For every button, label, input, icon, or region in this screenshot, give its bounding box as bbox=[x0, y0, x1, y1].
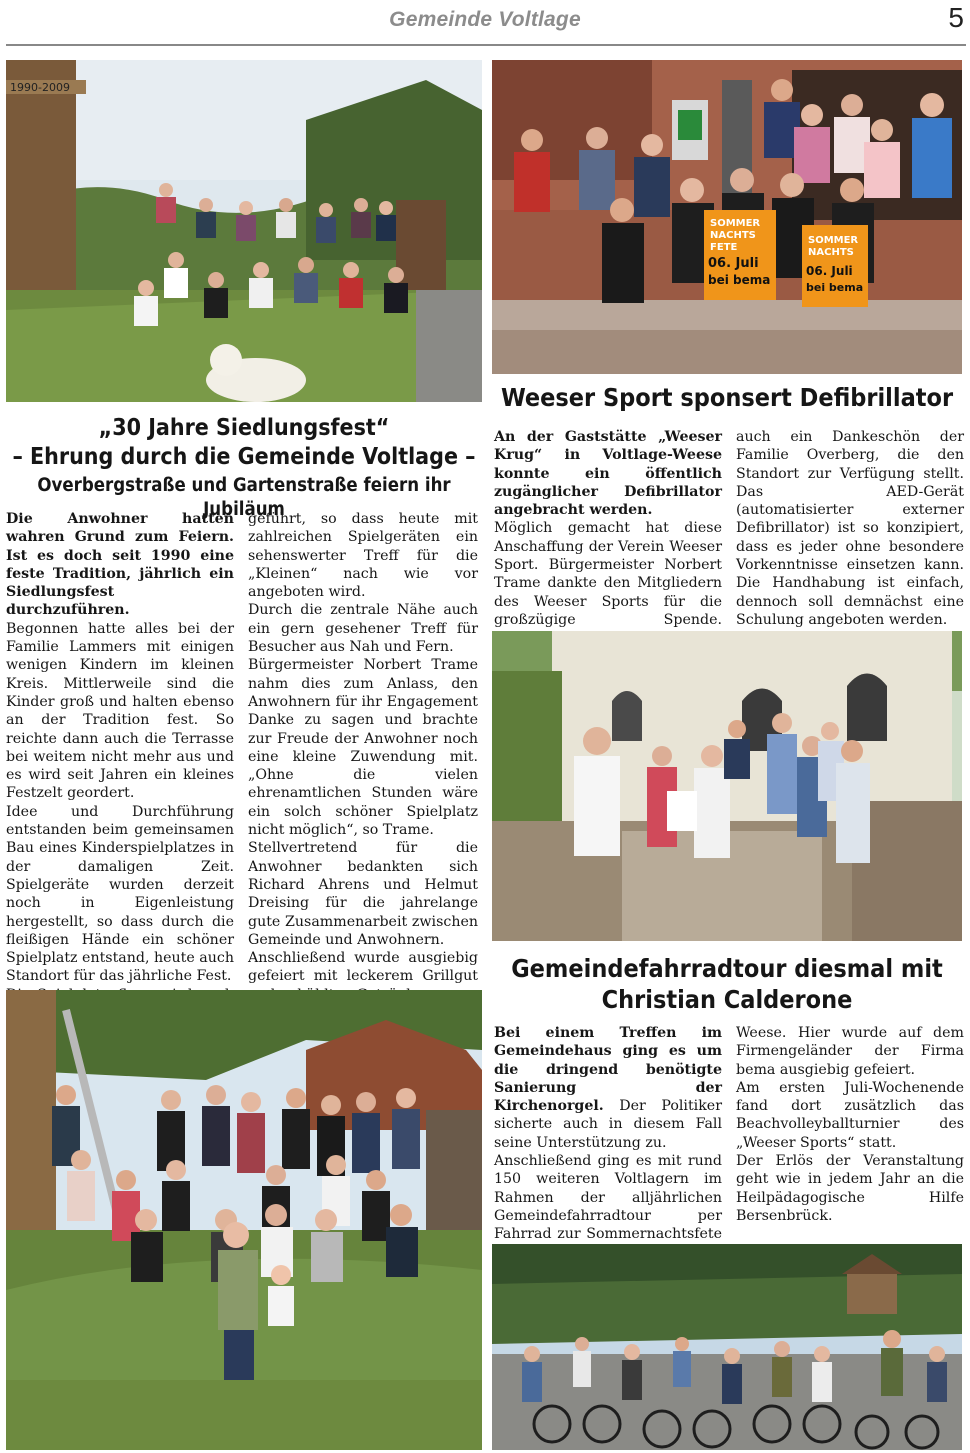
fahrrad-paragraph: Weese. Hier wurde auf dem Firmengeländer der Firma bema ausgiebig gefeiert. bbox=[736, 1025, 964, 1078]
headline-defibrillator: Weeser Sport sponsert Defibrillator bbox=[500, 383, 954, 412]
page-number: 5 bbox=[948, 2, 964, 33]
poster2-line1-text: SOMMER bbox=[808, 235, 859, 246]
fahrrad-column-2 bbox=[736, 1024, 964, 1225]
siedlung-paragraph: Bürgermeister Norbert Trame nahm dies zum Anlass, den Anwohnern für ihr Engagement Danke zu sagen und brachte zur Freude der Anwohner noch eine kleine Zuwendung mit. „Ohne die vielen ehrenamtlichen Stunden wäre ein solch schöner Spielplatz nicht möglich“, so Trame. bbox=[248, 657, 478, 839]
defi-column-1 bbox=[494, 428, 722, 648]
poster2-line2-text: NACHTS bbox=[808, 247, 854, 258]
poster-date-text: 06. Juli bbox=[708, 256, 759, 271]
headline-siedlungsfest-line2: – Ehrung durch die Gemeinde Voltlage – bbox=[12, 444, 476, 470]
photo-siedlungsfest-group bbox=[6, 60, 482, 402]
headline-siedlungsfest-line1: „30 Jahre Siedlungsfest“ bbox=[98, 415, 390, 441]
defi-column-2 bbox=[736, 428, 964, 629]
fahrrad-lead-paragraph bbox=[494, 1024, 722, 1152]
photo-young-group bbox=[6, 990, 482, 1450]
defi-paragraph: Möglich gemacht hat diese Anschaffung der Verein Weeser Sport. Bürgermeister Norbert Trame dankte den Mitgliedern des Weeser Sports für die großzügige Spende. bbox=[494, 520, 722, 628]
publication-name: Gemeinde Voltlage bbox=[389, 8, 581, 31]
poster-place-text: bei bema bbox=[708, 273, 771, 287]
photo-weeser-sport-group bbox=[492, 60, 962, 374]
siedlung-column-2 bbox=[248, 510, 478, 1004]
fahrrad-paragraph: Am ersten Juli-Wochenende fand dort zusätzlich das Beachvolleyballturnier des „Weeser Sports“ statt. bbox=[736, 1079, 964, 1151]
siedlung-paragraph: geführt, so dass heute mit zahlreichen Spielgeräten ein sehenswerter Treff für die „Kleinen“ nach wie vor angeboten wird. bbox=[248, 511, 478, 601]
defi-paragraph: auch ein Dankeschön der Familie Overberg, die den Standort zur Verfügung stellt. Das AED-Gerät (automatisierter externer Defibrillator) ist so konzipiert, dass es jeder ohne besondere Vorkenntnisse einsetzen kann. Die Handhabung ist einfach, dennoch soll demnächst eine Schulung angeboten werden. bbox=[736, 429, 964, 628]
fahrrad-lead-rest: Der Politiker sicherte auch in diesem Fall seine Unterstützung zu. bbox=[494, 1098, 722, 1151]
poster2-date-text: 06. Juli bbox=[806, 264, 853, 278]
poster-line2-text: NACHTS bbox=[710, 230, 756, 241]
siedlung-lead: Die Anwohner hatten wahren Grund zum Feiern. Ist es doch seit 1990 eine feste Tradition, jährlich ein Siedlungsfest durchzuführen. bbox=[6, 511, 234, 619]
subtitle-siedlungsfest: Overbergstraße und Gartenstraße feiern ihr Jubiläum bbox=[37, 475, 451, 520]
fahrrad-lead: Bei einem Treffen im Gemeindehaus ging es um die dringend benötigte Sanierung der Kirchenorgel. bbox=[494, 1025, 722, 1115]
siedlung-paragraph: Idee und Durchführung entstanden beim gemeinsamen Bau eines Kinderspielplatzes in der damaligen Zeit. Spielgeräte wurden derzeit noch in Eigenleistung hergestellt, so dass durch die fleißigen Hände ein schöner Spielplatz entstand, heute auch Standort für das jährliche Fest. bbox=[6, 803, 234, 985]
defi-lead: An der Gaststätte „Weeser Krug“ in Voltlage-Weese konnte ein öffentlich zugänglicher Defibrillator angebracht werden. bbox=[494, 429, 722, 519]
headline-fahrradtour-line2: Christian Calderone bbox=[601, 985, 853, 1014]
poster-line3-text: FETE bbox=[710, 242, 738, 253]
fahrrad-column-1 bbox=[494, 1024, 722, 1262]
photo-bicycle-crowd bbox=[492, 1244, 962, 1450]
poster-line1-text: SOMMER bbox=[710, 218, 761, 229]
poster2-place-text: bei bema bbox=[806, 281, 864, 294]
sign-year-text: 1990-2009 bbox=[10, 81, 70, 94]
siedlung-paragraph: Anschließend wurde ausgiebig gefeiert mit leckerem Grillgut bbox=[248, 950, 478, 985]
fahrrad-paragraph: Anschließend ging es mit rund 150 weiteren Voltlagern im Rahmen der alljährlichen Gemeindefahrradtour per Fahrrad zur Sommernachtsfete bbox=[494, 1153, 722, 1243]
fahrrad-paragraph: Der Erlös der Veranstaltung geht wie in jedem Jahr an die Heilpädagogische Hilfe Bersenbrück. bbox=[736, 1153, 964, 1224]
headline-fahrradtour-line1: Gemeindefahrradtour diesmal mit bbox=[511, 954, 943, 983]
siedlung-paragraph: Stellvertretend für die Anwohner bedankten sich Richard Ahrens und Helmut Dreising für die jahrelange gute Zusammenarbeit zwischen Gemeinde und Anwohnern. bbox=[248, 840, 478, 948]
siedlung-paragraph: Begonnen hatte alles bei der Familie Lammers mit einigen wenigen Kindern im kleinen Kreis. Mittlerweile sind die Kinder groß und halten ebenso an der Tradition fest. So reichte dann auch die Terrasse bei weitem nicht mehr aus und es wird seit Jahren ein kleines Festzelt geordert. bbox=[6, 620, 234, 802]
header-rule bbox=[6, 44, 966, 46]
photo-church-group bbox=[492, 631, 962, 941]
siedlung-paragraph: Durch die zentrale Nähe auch ein gern gesehener Treff für Besucher aus Nah und Fern. bbox=[248, 602, 478, 656]
siedlung-column-1 bbox=[6, 510, 234, 1022]
